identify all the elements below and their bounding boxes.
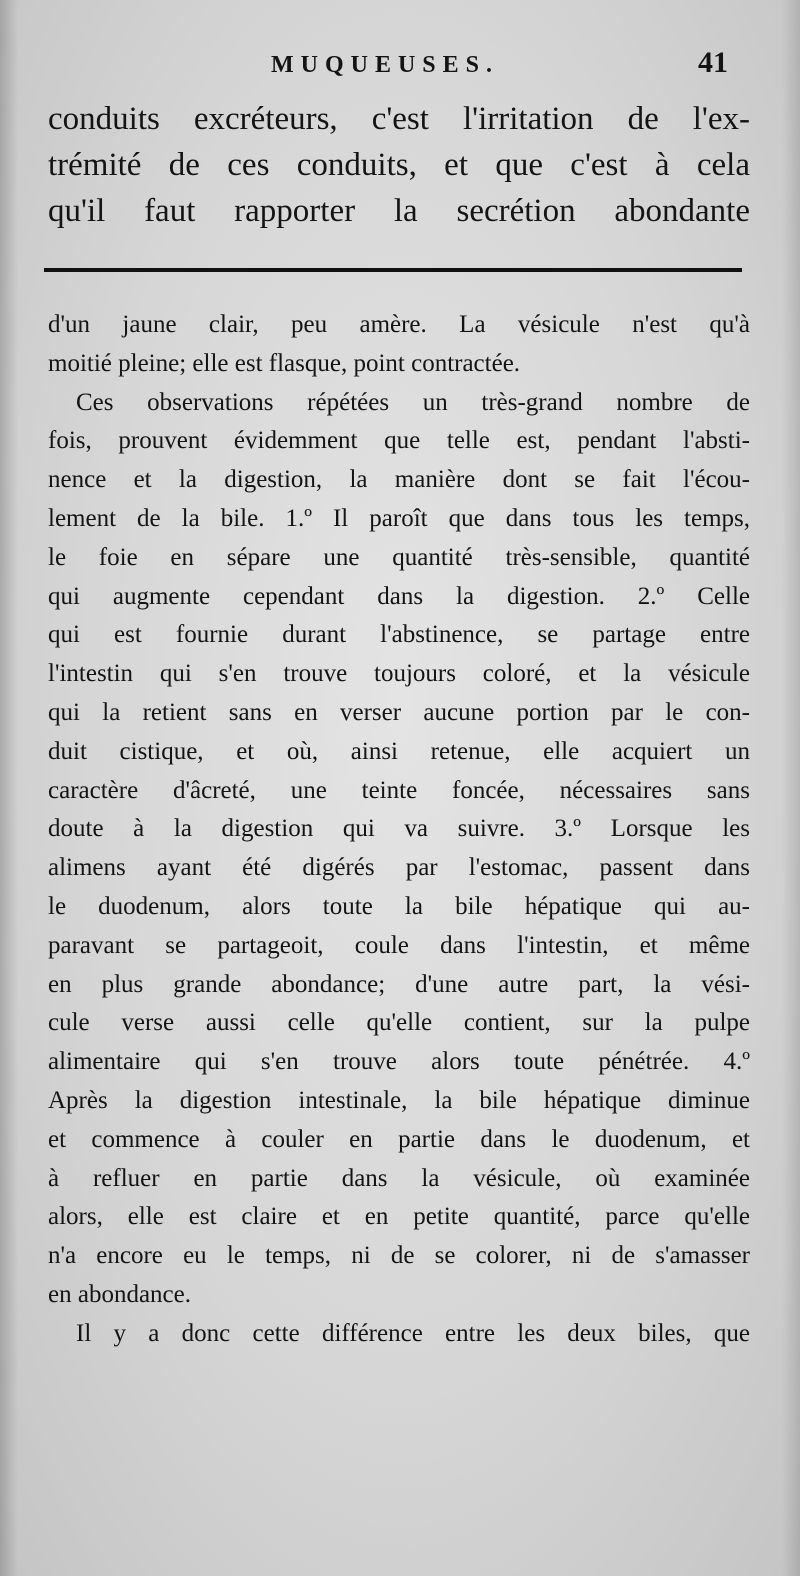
text-line: le duodenum, alors toute la bile hépatique qui au- [48,892,750,920]
page-edge-shadow [782,0,800,1576]
text-line: Après la digestion intestinale, la bile hépatique diminue [48,1086,750,1114]
text-line: doute à la digestion qui va suivre. 3.º Lorsque les [48,815,750,843]
text-line: en abondance. [48,1280,191,1308]
page-header [0,46,800,88]
text-line: l'intestin qui s'en trouve toujours coloré, et la vésicule [48,660,750,688]
text-line: qui augmente cependant dans la digestion. 2.º Celle [48,582,750,610]
horizontal-rule [44,268,742,272]
text-line: n'a encore eu le temps, ni de se colorer, ni de s'amasser [48,1242,750,1270]
text-line: alors, elle est claire et en petite quantité, parce qu'elle [48,1203,750,1231]
text-line: lement de la bile. 1.º Il paroît que dans tous les temps, [48,504,750,532]
page-edge-shadow [0,0,18,1576]
text-line: trémité de ces conduits, et que c'est à cela [48,147,750,183]
text-line: qui la retient sans en verser aucune portion par le con- [48,698,750,726]
text-line: nence et la digestion, la manière dont se fait l'écou- [48,466,750,494]
text-line: conduits excréteurs, c'est l'irritation de l'ex- [48,101,750,137]
text-line: moitié pleine; elle est flasque, point contractée. [48,349,521,377]
text-line: alimens ayant été digérés par l'estomac, passent dans [48,854,750,882]
paragraph-first-line: Ces observations répétées un très-grand nombre de [76,388,750,416]
text-line: qu'il faut rapporter la secrétion abondante [48,193,750,229]
text-line: cule verse aussi celle qu'elle contient, sur la pulpe [48,1009,750,1037]
text-line: alimentaire qui s'en trouve alors toute pénétrée. 4.º [48,1048,750,1076]
text-line: duit cistique, et où, ainsi retenue, elle acquiert un [48,737,750,765]
text-line: et commence à couler en partie dans le duodenum, et [48,1125,750,1153]
paragraph-first-line: Il y a donc cette différence entre les deux biles, que [76,1319,750,1347]
upper-text-block [48,96,750,234]
text-line: d'un jaune clair, peu amère. La vésicule n'est qu'à [48,311,750,338]
text-line: en plus grande abondance; d'une autre part, la vési- [48,970,750,998]
page-number: 41 [698,46,728,79]
text-line: fois, prouvent évidemment que telle est, pendant l'absti- [48,427,750,455]
text-line: à refluer en partie dans la vésicule, où examinée [48,1164,750,1192]
lower-text-block [48,306,750,1354]
text-line: le foie en sépare une quantité très-sensible, quantité [48,543,750,571]
text-line: qui est fournie durant l'abstinence, se partage entre [48,621,750,649]
text-line: paravant se partageoit, coule dans l'intestin, et même [48,931,750,959]
text-line: caractère d'âcreté, une teinte foncée, nécessaires sans [48,776,750,804]
running-title: MUQUEUSES. [270,52,500,78]
